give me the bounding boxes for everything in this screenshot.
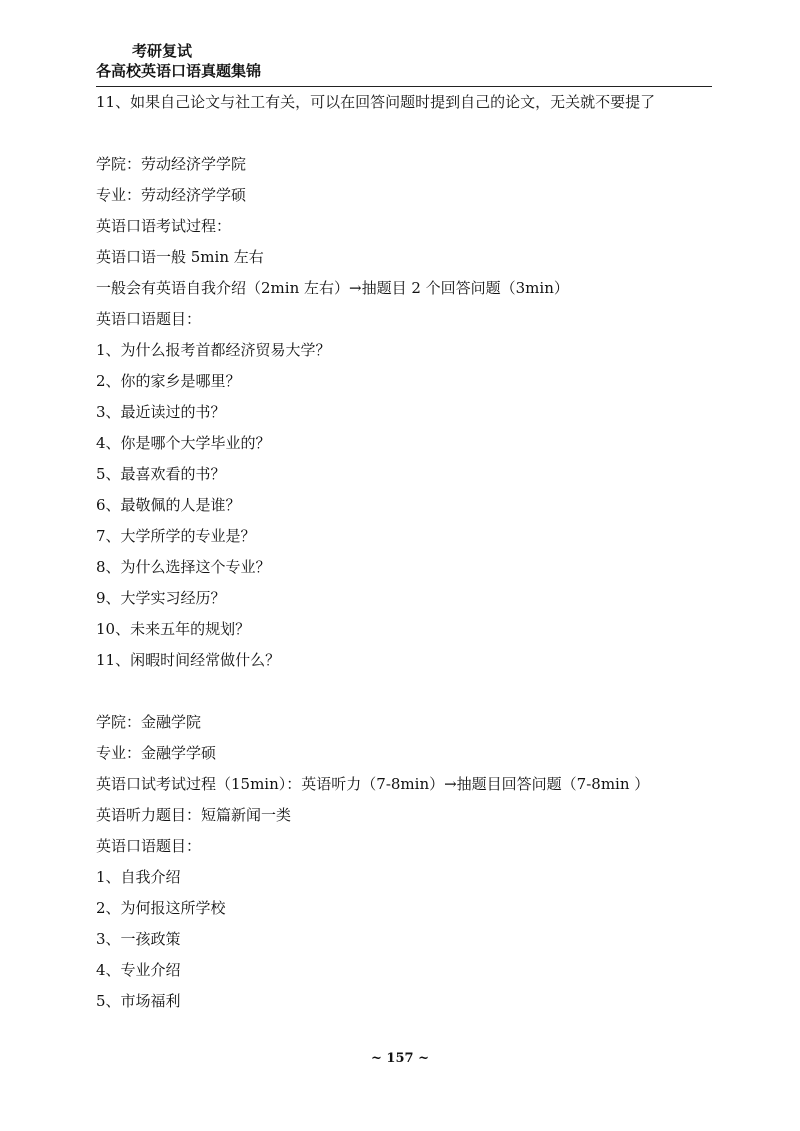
text-line: 一般会有英语自我介绍（2min 左右）→抽题目 2 个回答问题（3min） — [96, 279, 569, 297]
list-item: 10、未来五年的规划？ — [96, 620, 251, 638]
list-item: 6、最敬佩的人是谁？ — [96, 496, 241, 514]
list-item: 3、最近读过的书？ — [96, 403, 226, 421]
text-line: 学院：劳动经济学学院 — [96, 155, 247, 173]
text-line: 学院：金融学院 — [96, 713, 202, 731]
text-line: 专业：金融学学硕 — [96, 744, 217, 762]
list-item: 5、市场福利 — [96, 992, 181, 1010]
list-item: 1、为什么报考首都经济贸易大学？ — [96, 341, 331, 359]
list-item: 3、一孩政策 — [96, 930, 181, 948]
text-line: 英语听力题目：短篇新闻一类 — [96, 806, 292, 824]
text-line: 11、如果自己论文与社工有关，可以在回答问题时提到自己的论文，无关就不要提了 — [96, 93, 656, 111]
list-item: 2、你的家乡是哪里？ — [96, 372, 241, 390]
text-line: 英语口试考试过程（15min）：英语听力（7-8min）→抽题目回答问题（7-8min ） — [96, 775, 650, 793]
list-item: 2、为何报这所学校 — [96, 899, 226, 917]
page-number: ~ 157 ~ — [371, 1051, 429, 1066]
text-line: 英语口语一般 5min 左右 — [96, 248, 264, 266]
text-line: 英语口语题目： — [96, 837, 202, 855]
header-title-line1: 考研复试 — [132, 42, 193, 60]
list-item: 4、你是哪个大学毕业的？ — [96, 434, 271, 452]
text-line: 英语口语题目： — [96, 310, 202, 328]
text-line: 英语口语考试过程： — [96, 217, 232, 235]
list-item: 5、最喜欢看的书？ — [96, 465, 226, 483]
list-item: 8、为什么选择这个专业？ — [96, 558, 271, 576]
list-item: 7、大学所学的专业是？ — [96, 527, 256, 545]
text-line: 专业：劳动经济学学硕 — [96, 186, 247, 204]
list-item: 9、大学实习经历？ — [96, 589, 226, 607]
list-item: 11、闲暇时间经常做什么？ — [96, 651, 281, 669]
header-title-line2: 各高校英语口语真题集锦 — [96, 62, 262, 80]
header-rule — [96, 86, 712, 87]
list-item: 4、专业介绍 — [96, 961, 181, 979]
list-item: 1、自我介绍 — [96, 868, 181, 886]
